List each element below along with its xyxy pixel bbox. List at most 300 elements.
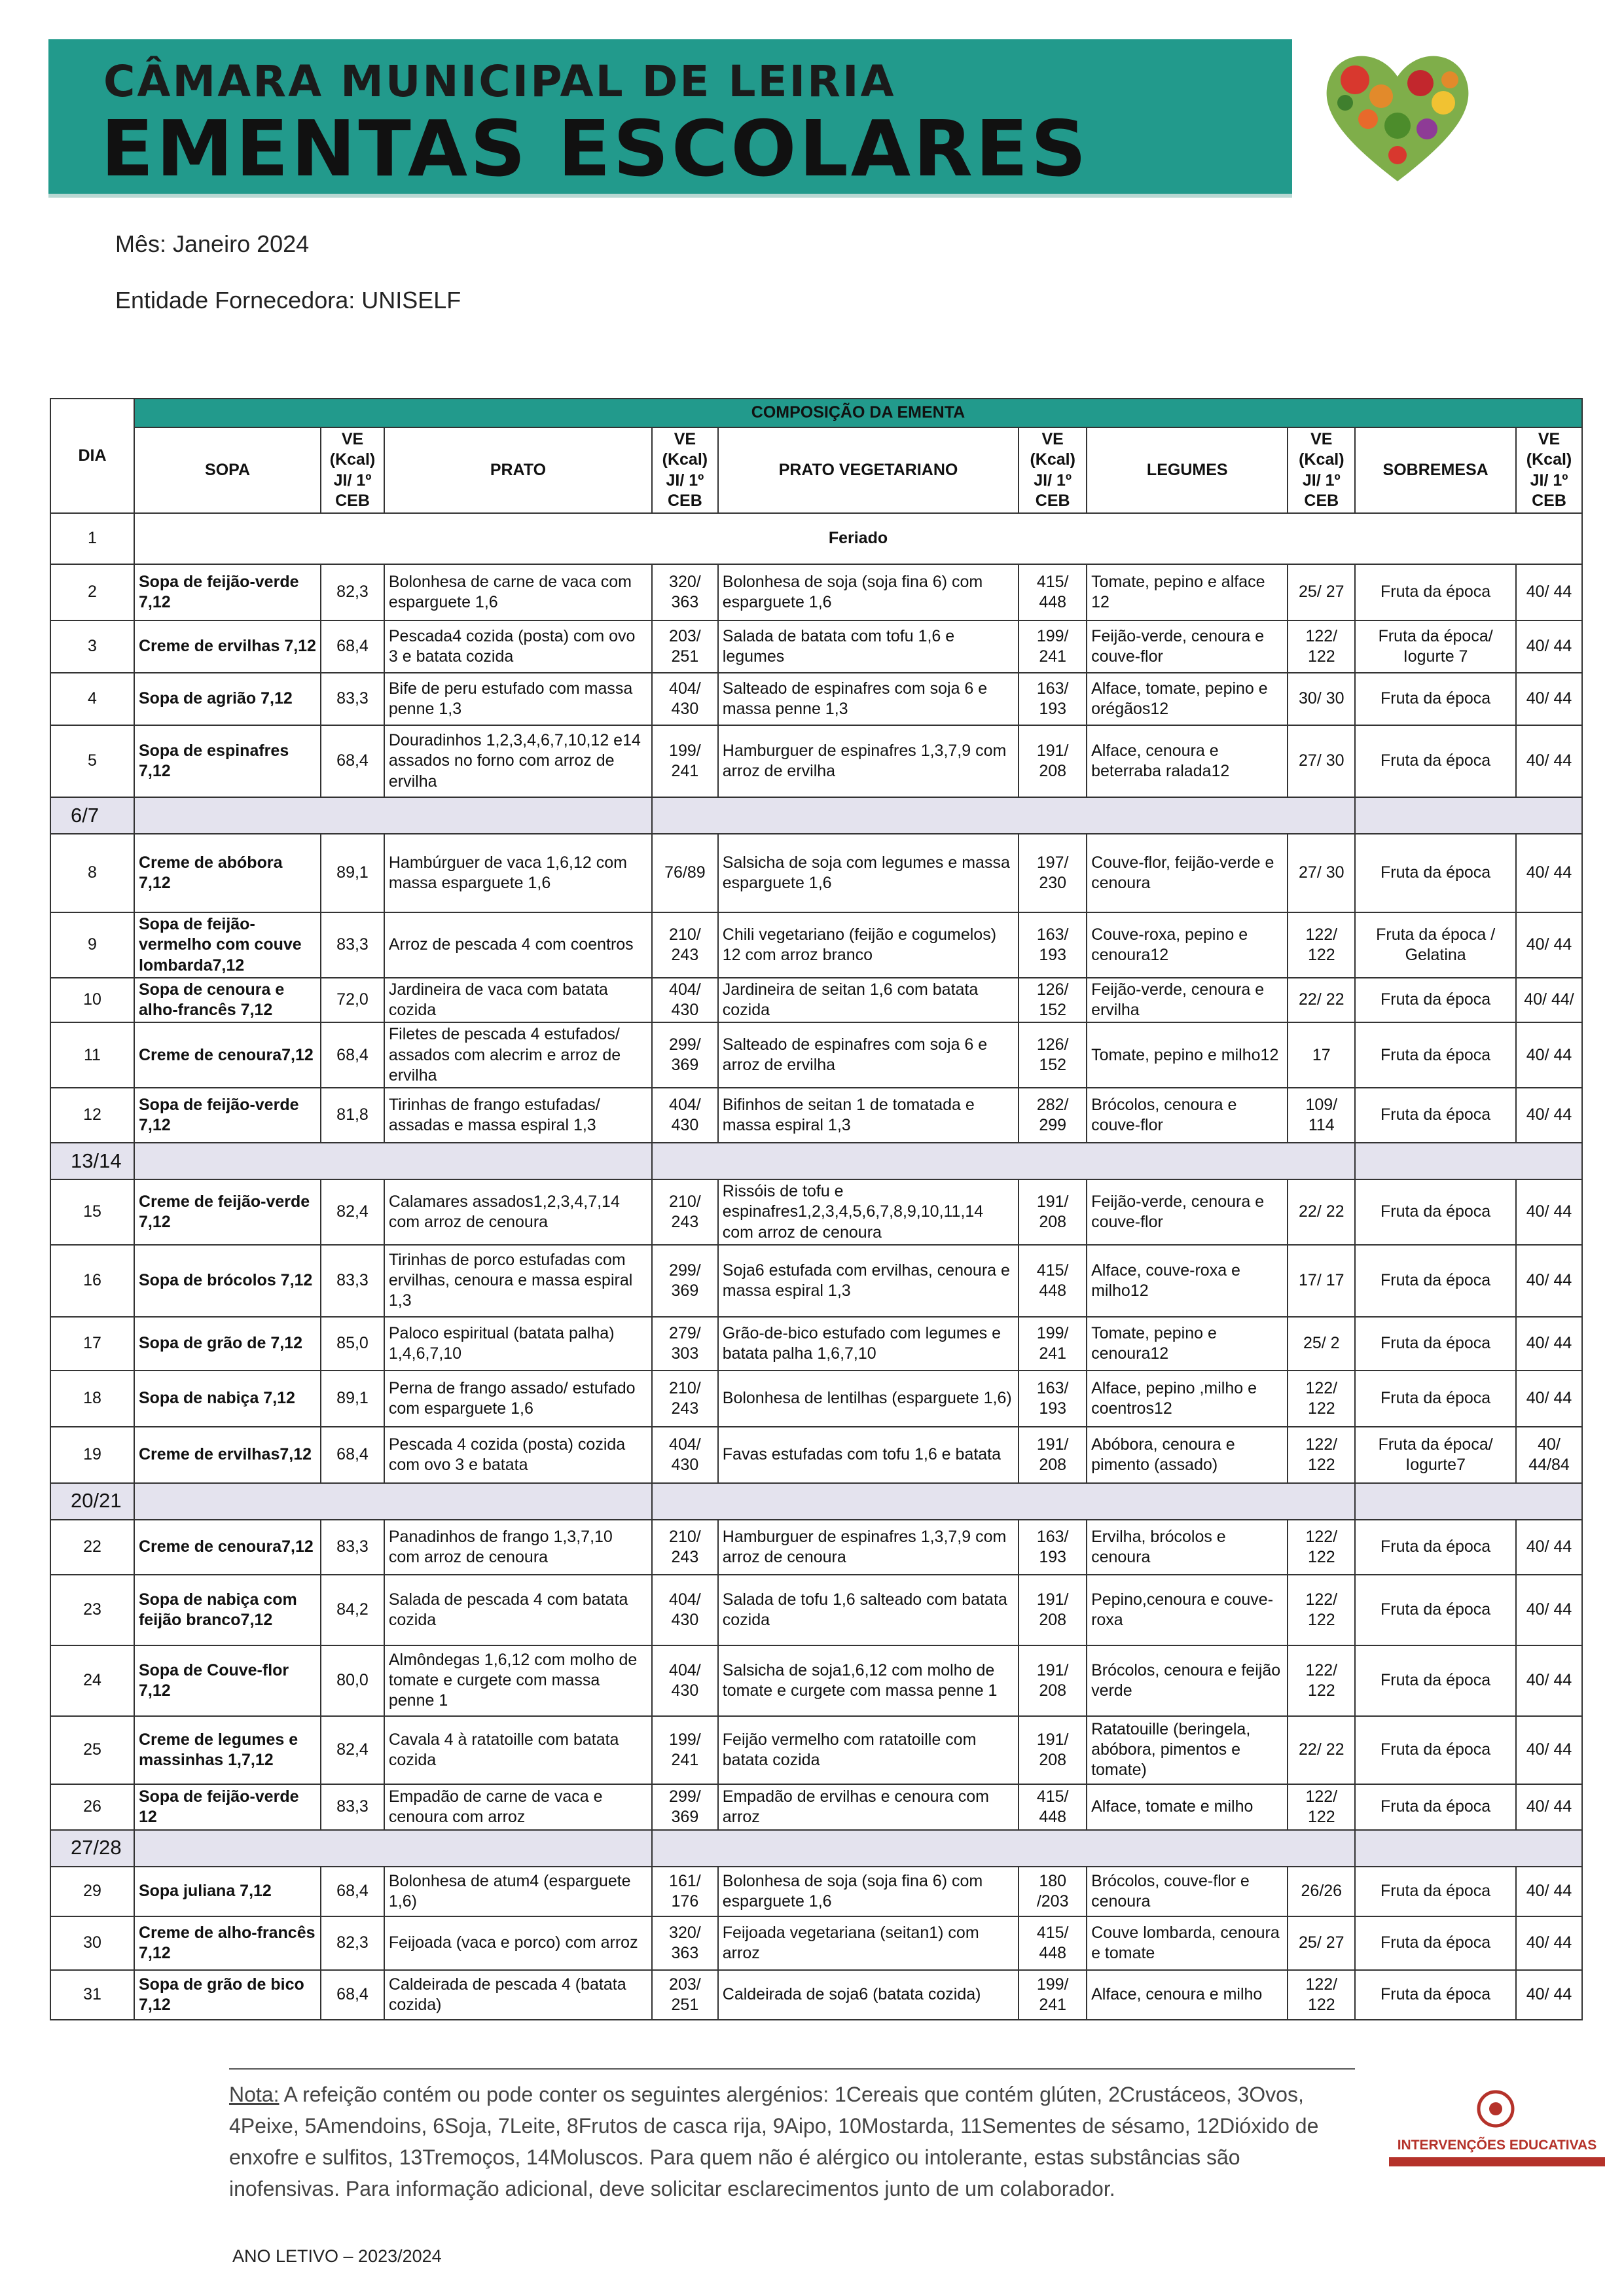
- vegetables-kcal-cell: 109/ 114: [1288, 1088, 1355, 1143]
- weekend-gap: [134, 797, 652, 834]
- soup-cell: Sopa de feijão-verde 12: [134, 1784, 321, 1830]
- soup-kcal-cell: 68,4: [321, 1970, 384, 2020]
- soup-kcal-cell: 68,4: [321, 620, 384, 673]
- ve-column-header: VE (Kcal) JI/ 1º CEB: [1516, 427, 1582, 513]
- vegetarian-dish-cell: Salteado de espinafres com soja 6 e massa penne 1,3: [718, 673, 1019, 725]
- ve-column-header: VE (Kcal) JI/ 1º CEB: [1288, 427, 1355, 513]
- weekend-gap: [1355, 1143, 1582, 1179]
- dish-cell: Perna de frango assado/ estufado com esparguete 1,6: [384, 1371, 652, 1427]
- weekend-row: [50, 1830, 1582, 1867]
- dish-cell: Almôndegas 1,6,12 com molho de tomate e curgete com massa penne 1: [384, 1645, 652, 1716]
- page-title: EMENTAS ESCOLARES: [101, 103, 1089, 194]
- vegetarian-kcal-cell: 191/ 208: [1019, 1716, 1087, 1784]
- dish-cell: Douradinhos 1,2,3,4,6,7,10,12 e14 assados no forno com arroz de ervilha: [384, 725, 652, 797]
- vegetables-kcal-cell: 17/ 17: [1288, 1245, 1355, 1317]
- soup-column-header: SOPA: [134, 427, 321, 513]
- soup-kcal-cell: 83,3: [321, 1245, 384, 1317]
- allergen-note: [229, 2068, 1355, 2204]
- dessert-cell: Fruta da época / Gelatina: [1355, 912, 1516, 978]
- weekend-row: [50, 1143, 1582, 1179]
- dessert-kcal-cell: 40/ 44/84: [1516, 1427, 1582, 1483]
- dessert-cell: Fruta da época: [1355, 1317, 1516, 1371]
- dessert-kcal-cell: 40/ 44: [1516, 564, 1582, 620]
- vegetables-kcal-cell: 27/ 30: [1288, 725, 1355, 797]
- day-cell: 23: [50, 1575, 134, 1645]
- dish-cell: Bolonhesa de carne de vaca com esparguete 1,6: [384, 564, 652, 620]
- dessert-kcal-cell: 40/ 44: [1516, 1088, 1582, 1143]
- dish-cell: Bolonhesa de atum4 (esparguete 1,6): [384, 1867, 652, 1916]
- soup-cell: Sopa de agrião 7,12: [134, 673, 321, 725]
- vegetarian-dish-cell: Salsicha de soja com legumes e massa esparguete 1,6: [718, 834, 1019, 912]
- logo-bar: [1389, 2157, 1605, 2166]
- dish-cell: Jardineira de vaca com batata cozida: [384, 978, 652, 1023]
- vegetables-kcal-cell: 27/ 30: [1288, 834, 1355, 912]
- dessert-cell: Fruta da época: [1355, 1784, 1516, 1830]
- soup-kcal-cell: 68,4: [321, 1427, 384, 1483]
- vegetarian-kcal-cell: 199/ 241: [1019, 1317, 1087, 1371]
- vegetarian-kcal-cell: 126/ 152: [1019, 978, 1087, 1023]
- dish-cell: Calamares assados1,2,3,4,7,14 com arroz de cenoura: [384, 1179, 652, 1245]
- day-cell: 3: [50, 620, 134, 673]
- menu-row: [50, 1916, 1582, 1970]
- day-cell: 8: [50, 834, 134, 912]
- vegetables-cell: Alface, tomate e milho: [1087, 1784, 1288, 1830]
- vegetables-kcal-cell: 122/ 122: [1288, 1371, 1355, 1427]
- dessert-cell: Fruta da época: [1355, 1179, 1516, 1245]
- dessert-kcal-cell: 40/ 44: [1516, 1520, 1582, 1575]
- soup-kcal-cell: 83,3: [321, 912, 384, 978]
- soup-cell: Creme de alho-francês 7,12: [134, 1916, 321, 1970]
- dish-cell: Hambúrguer de vaca 1,6,12 com massa esparguete 1,6: [384, 834, 652, 912]
- vegetarian-kcal-cell: 282/ 299: [1019, 1088, 1087, 1143]
- soup-cell: Creme de cenoura7,12: [134, 1022, 321, 1088]
- menu-row: [50, 1784, 1582, 1830]
- menu-row: [50, 1867, 1582, 1916]
- vegetarian-dish-cell: Salsicha de soja1,6,12 com molho de tomate e curgete com massa penne 1: [718, 1645, 1019, 1716]
- vegetarian-kcal-cell: 191/ 208: [1019, 1427, 1087, 1483]
- weekend-gap: [652, 1830, 1355, 1867]
- vegetarian-kcal-cell: 163/ 193: [1019, 1371, 1087, 1427]
- day-cell: 20/21: [50, 1483, 134, 1520]
- holiday-row: [50, 513, 1582, 564]
- weekend-gap: [1355, 797, 1582, 834]
- dish-kcal-cell: 161/ 176: [652, 1867, 718, 1916]
- menu-row: [50, 1575, 1582, 1645]
- vegetables-kcal-cell: 122/ 122: [1288, 912, 1355, 978]
- soup-kcal-cell: 89,1: [321, 1371, 384, 1427]
- day-cell: 17: [50, 1317, 134, 1371]
- menu-row: [50, 564, 1582, 620]
- vegetarian-kcal-cell: 163/ 193: [1019, 673, 1087, 725]
- dessert-cell: Fruta da época: [1355, 978, 1516, 1023]
- menu-row: [50, 1427, 1582, 1483]
- vegetarian-dish-cell: Bolonhesa de lentilhas (esparguete 1,6): [718, 1371, 1019, 1427]
- vegetables-kcal-cell: 25/ 27: [1288, 564, 1355, 620]
- vegetarian-dish-cell: Jardineira de seitan 1,6 com batata cozida: [718, 978, 1019, 1023]
- vegetarian-dish-cell: Rissóis de tofu e espinafres1,2,3,4,5,6,7,8,9,10,11,14 com arroz de cenoura: [718, 1179, 1019, 1245]
- menu-row: [50, 620, 1582, 673]
- vegetarian-kcal-cell: 415/ 448: [1019, 1916, 1087, 1970]
- dessert-kcal-cell: 40/ 44: [1516, 673, 1582, 725]
- vegetarian-dish-cell: Feijão vermelho com ratatoille com batata cozida: [718, 1716, 1019, 1784]
- day-cell: 9: [50, 912, 134, 978]
- soup-kcal-cell: 68,4: [321, 725, 384, 797]
- day-cell: 27/28: [50, 1830, 134, 1867]
- dish-kcal-cell: 279/ 303: [652, 1317, 718, 1371]
- dessert-kcal-cell: 40/ 44: [1516, 1645, 1582, 1716]
- vegetables-cell: Ratatouille (beringela, abóbora, pimentos e tomate): [1087, 1716, 1288, 1784]
- note-text: A refeição contém ou pode conter os seguintes alergénios: 1Cereais que contém glúten, 2Crustáceos, 3Ovos, 4Peixe, 5Amendoins, 6Soja, 7Leite, 8Frutos de casca rija, 9Aipo, 10Mostarda, 11Sementes de sésamo, 12Dióxido de enxofre e sulfitos, 13Tremoços, 14Moluscos. Para quem não é alérgico ou intolerante, estas substâncias são inofensivas. Para informação adicional, deve solicitar esclarecimentos junto de um colaborador.: [229, 2083, 1319, 2200]
- dish-kcal-cell: 320/ 363: [652, 1916, 718, 1970]
- logo-text: INTERVENÇÕES EDUCATIVAS: [1397, 2138, 1597, 2153]
- vegetables-cell: Alface, cenoura e milho: [1087, 1970, 1288, 2020]
- vegetables-cell: Abóbora, cenoura e pimento (assado): [1087, 1427, 1288, 1483]
- dessert-cell: Fruta da época: [1355, 834, 1516, 912]
- dessert-kcal-cell: 40/ 44: [1516, 725, 1582, 797]
- soup-kcal-cell: 84,2: [321, 1575, 384, 1645]
- dish-cell: Salada de pescada 4 com batata cozida: [384, 1575, 652, 1645]
- vegetables-kcal-cell: 22/ 22: [1288, 1716, 1355, 1784]
- dish-kcal-cell: 320/ 363: [652, 564, 718, 620]
- dessert-kcal-cell: 40/ 44: [1516, 1867, 1582, 1916]
- vegetables-kcal-cell: 25/ 2: [1288, 1317, 1355, 1371]
- dessert-cell: Fruta da época: [1355, 1371, 1516, 1427]
- menu-row: [50, 1179, 1582, 1245]
- dish-kcal-cell: 404/ 430: [652, 1575, 718, 1645]
- day-cell: 6/7: [50, 797, 134, 834]
- vegetables-cell: Tomate, pepino e cenoura12: [1087, 1317, 1288, 1371]
- day-cell: 12: [50, 1088, 134, 1143]
- dish-cell: Paloco espiritual (batata palha) 1,4,6,7,10: [384, 1317, 652, 1371]
- dish-cell: Empadão de carne de vaca e cenoura com arroz: [384, 1784, 652, 1830]
- day-cell: 25: [50, 1716, 134, 1784]
- day-cell: 1: [50, 513, 134, 564]
- soup-cell: Creme de ervilhas 7,12: [134, 620, 321, 673]
- dish-cell: Tirinhas de porco estufadas com ervilhas, cenoura e massa espiral 1,3: [384, 1245, 652, 1317]
- dish-kcal-cell: 76/89: [652, 834, 718, 912]
- dessert-kcal-cell: 40/ 44: [1516, 1575, 1582, 1645]
- dessert-cell: Fruta da época/ Iogurte7: [1355, 1427, 1516, 1483]
- menu-row: [50, 673, 1582, 725]
- vegetables-kcal-cell: 122/ 122: [1288, 1520, 1355, 1575]
- dessert-kcal-cell: 40/ 44: [1516, 1317, 1582, 1371]
- vegetarian-kcal-cell: 191/ 208: [1019, 1645, 1087, 1716]
- soup-cell: Creme de feijão-verde 7,12: [134, 1179, 321, 1245]
- vegetarian-kcal-cell: 199/ 241: [1019, 1970, 1087, 2020]
- soup-cell: Sopa de grão de bico 7,12: [134, 1970, 321, 2020]
- vegetables-cell: Brócolos, couve-flor e cenoura: [1087, 1867, 1288, 1916]
- municipality-title: CÂMARA MUNICIPAL DE LEIRIA: [103, 56, 896, 107]
- soup-cell: Sopa de nabiça com feijão branco7,12: [134, 1575, 321, 1645]
- menu-row: [50, 912, 1582, 978]
- ve-column-header: VE (Kcal) JI/ 1º CEB: [321, 427, 384, 513]
- vegetarian-dish-cell: Caldeirada de soja6 (batata cozida): [718, 1970, 1019, 2020]
- dish-kcal-cell: 299/ 369: [652, 1245, 718, 1317]
- vegetarian-dish-cell: Hamburguer de espinafres 1,3,7,9 com arroz de ervilha: [718, 725, 1019, 797]
- vegetables-cell: Couve-flor, feijão-verde e cenoura: [1087, 834, 1288, 912]
- dish-column-header: PRATO: [384, 427, 652, 513]
- vegetables-kcal-cell: 30/ 30: [1288, 673, 1355, 725]
- dish-cell: Panadinhos de frango 1,3,7,10 com arroz de cenoura: [384, 1520, 652, 1575]
- dessert-kcal-cell: 40/ 44/: [1516, 978, 1582, 1023]
- vegetables-kcal-cell: 122/ 122: [1288, 620, 1355, 673]
- weekend-gap: [134, 1830, 652, 1867]
- dish-kcal-cell: 203/ 251: [652, 620, 718, 673]
- day-cell: 4: [50, 673, 134, 725]
- vegetarian-dish-cell: Salada de tofu 1,6 salteado com batata cozida: [718, 1575, 1019, 1645]
- vegetarian-kcal-cell: 415/ 448: [1019, 1245, 1087, 1317]
- vegetarian-kcal-cell: 163/ 193: [1019, 912, 1087, 978]
- dessert-kcal-cell: 40/ 44: [1516, 1245, 1582, 1317]
- dessert-cell: Fruta da época: [1355, 1088, 1516, 1143]
- soup-kcal-cell: 68,4: [321, 1022, 384, 1088]
- dish-kcal-cell: 210/ 243: [652, 1520, 718, 1575]
- menu-table: [50, 398, 1583, 2020]
- vegetables-cell: Alface, cenoura e beterraba ralada12: [1087, 725, 1288, 797]
- vegetables-kcal-cell: 17: [1288, 1022, 1355, 1088]
- ve-column-header: VE (Kcal) JI/ 1º CEB: [652, 427, 718, 513]
- vegetable-heart-icon: [1316, 34, 1479, 198]
- school-year-footer: ANO LETIVO – 2023/2024: [232, 2246, 442, 2266]
- vegetarian-dish-cell: Favas estufadas com tofu 1,6 e batata: [718, 1427, 1019, 1483]
- menu-row: [50, 1088, 1582, 1143]
- soup-kcal-cell: 83,3: [321, 673, 384, 725]
- dish-kcal-cell: 404/ 430: [652, 673, 718, 725]
- menu-row: [50, 1520, 1582, 1575]
- dish-cell: Feijoada (vaca e porco) com arroz: [384, 1916, 652, 1970]
- dish-kcal-cell: 210/ 243: [652, 1371, 718, 1427]
- vegetables-cell: Tomate, pepino e milho12: [1087, 1022, 1288, 1088]
- dish-kcal-cell: 299/ 369: [652, 1784, 718, 1830]
- day-cell: 30: [50, 1916, 134, 1970]
- day-cell: 10: [50, 978, 134, 1023]
- weekend-gap: [1355, 1830, 1582, 1867]
- vegetarian-kcal-cell: 163/ 193: [1019, 1520, 1087, 1575]
- dish-cell: Tirinhas de frango estufadas/ assadas e massa espiral 1,3: [384, 1088, 652, 1143]
- soup-cell: Sopa de grão de 7,12: [134, 1317, 321, 1371]
- weekend-gap: [1355, 1483, 1582, 1520]
- dish-kcal-cell: 199/ 241: [652, 725, 718, 797]
- dessert-kcal-cell: 40/ 44: [1516, 620, 1582, 673]
- day-cell: 22: [50, 1520, 134, 1575]
- vegetarian-kcal-cell: 191/ 208: [1019, 1179, 1087, 1245]
- dessert-kcal-cell: 40/ 44: [1516, 1716, 1582, 1784]
- menu-row: [50, 1645, 1582, 1716]
- dish-kcal-cell: 199/ 241: [652, 1716, 718, 1784]
- vegetarian-dish-column-header: PRATO VEGETARIANO: [718, 427, 1019, 513]
- ve-column-header: VE (Kcal) JI/ 1º CEB: [1019, 427, 1087, 513]
- dessert-kcal-cell: 40/ 44: [1516, 1371, 1582, 1427]
- soup-cell: Sopa de feijão-vermelho com couve lombarda7,12: [134, 912, 321, 978]
- day-cell: 24: [50, 1645, 134, 1716]
- menu-row: [50, 1317, 1582, 1371]
- menu-row: [50, 1716, 1582, 1784]
- dish-cell: Caldeirada de pescada 4 (batata cozida): [384, 1970, 652, 2020]
- dish-kcal-cell: 404/ 430: [652, 1088, 718, 1143]
- dessert-cell: Fruta da época: [1355, 1245, 1516, 1317]
- vegetables-cell: Brócolos, cenoura e couve-flor: [1087, 1088, 1288, 1143]
- dish-cell: Arroz de pescada 4 com coentros: [384, 912, 652, 978]
- soup-cell: Sopa juliana 7,12: [134, 1867, 321, 1916]
- weekend-row: [50, 1483, 1582, 1520]
- dish-kcal-cell: 203/ 251: [652, 1970, 718, 2020]
- vegetables-kcal-cell: 122/ 122: [1288, 1645, 1355, 1716]
- dessert-cell: Fruta da época: [1355, 1970, 1516, 2020]
- menu-body: [50, 513, 1582, 2020]
- menu-row: [50, 834, 1582, 912]
- weekend-gap: [134, 1483, 652, 1520]
- day-cell: 31: [50, 1970, 134, 2020]
- vegetarian-dish-cell: Bolonhesa de soja (soja fina 6) com esparguete 1,6: [718, 564, 1019, 620]
- menu-row: [50, 1022, 1582, 1088]
- dessert-kcal-cell: 40/ 44: [1516, 1916, 1582, 1970]
- weekend-gap: [652, 1483, 1355, 1520]
- vegetarian-kcal-cell: 191/ 208: [1019, 1575, 1087, 1645]
- vegetables-kcal-cell: 22/ 22: [1288, 1179, 1355, 1245]
- vegetables-cell: Brócolos, cenoura e feijão verde: [1087, 1645, 1288, 1716]
- dessert-cell: Fruta da época: [1355, 1575, 1516, 1645]
- vegetables-column-header: LEGUMES: [1087, 427, 1288, 513]
- dessert-cell: Fruta da época/ Iogurte 7: [1355, 620, 1516, 673]
- soup-cell: Sopa de Couve-flor 7,12: [134, 1645, 321, 1716]
- dessert-cell: Fruta da época: [1355, 1022, 1516, 1088]
- dessert-kcal-cell: 40/ 44: [1516, 1784, 1582, 1830]
- dessert-kcal-cell: 40/ 44: [1516, 1179, 1582, 1245]
- dessert-cell: Fruta da época: [1355, 1716, 1516, 1784]
- vegetables-kcal-cell: 26/26: [1288, 1867, 1355, 1916]
- vegetarian-dish-cell: Hamburguer de espinafres 1,3,7,9 com arroz de cenoura: [718, 1520, 1019, 1575]
- vegetables-cell: Tomate, pepino e alface 12: [1087, 564, 1288, 620]
- vegetarian-dish-cell: Empadão de ervilhas e cenoura com arroz: [718, 1784, 1019, 1830]
- soup-cell: Creme de ervilhas7,12: [134, 1427, 321, 1483]
- vegetables-cell: Feijão-verde, cenoura e couve-flor: [1087, 620, 1288, 673]
- vegetarian-dish-cell: Salteado de espinafres com soja 6 e arroz de ervilha: [718, 1022, 1019, 1088]
- dessert-cell: Fruta da época: [1355, 1520, 1516, 1575]
- composition-header: COMPOSIÇÃO DA EMENTA: [134, 399, 1582, 427]
- soup-kcal-cell: 89,1: [321, 834, 384, 912]
- vegetables-cell: Couve-roxa, pepino e cenoura12: [1087, 912, 1288, 978]
- soup-cell: Creme de cenoura7,12: [134, 1520, 321, 1575]
- dish-cell: Pescada 4 cozida (posta) cozida com ovo 3 e batata: [384, 1427, 652, 1483]
- vegetables-kcal-cell: 122/ 122: [1288, 1970, 1355, 2020]
- vegetables-kcal-cell: 122/ 122: [1288, 1784, 1355, 1830]
- day-cell: 15: [50, 1179, 134, 1245]
- weekend-gap: [134, 1143, 652, 1179]
- dish-kcal-cell: 210/ 243: [652, 1179, 718, 1245]
- vegetables-cell: Feijão-verde, cenoura e couve-flor: [1087, 1179, 1288, 1245]
- vegetarian-kcal-cell: 415/ 448: [1019, 564, 1087, 620]
- soup-kcal-cell: 81,8: [321, 1088, 384, 1143]
- vegetarian-kcal-cell: 199/ 241: [1019, 620, 1087, 673]
- day-cell: 11: [50, 1022, 134, 1088]
- dessert-kcal-cell: 40/ 44: [1516, 1970, 1582, 2020]
- menu-row: [50, 725, 1582, 797]
- dessert-cell: Fruta da época: [1355, 673, 1516, 725]
- vegetarian-dish-cell: Feijoada vegetariana (seitan1) com arroz: [718, 1916, 1019, 1970]
- soup-cell: Sopa de feijão-verde 7,12: [134, 1088, 321, 1143]
- vegetarian-dish-cell: Bifinhos de seitan 1 de tomatada e massa espiral 1,3: [718, 1088, 1019, 1143]
- dessert-cell: Fruta da época: [1355, 564, 1516, 620]
- vegetarian-kcal-cell: 197/ 230: [1019, 834, 1087, 912]
- dessert-cell: Fruta da época: [1355, 1645, 1516, 1716]
- dessert-cell: Fruta da época: [1355, 1916, 1516, 1970]
- dish-cell: Cavala 4 à ratatoille com batata cozida: [384, 1716, 652, 1784]
- dish-kcal-cell: 404/ 430: [652, 1427, 718, 1483]
- vegetables-cell: Pepino,cenoura e couve-roxa: [1087, 1575, 1288, 1645]
- soup-cell: Sopa de feijão-verde 7,12: [134, 564, 321, 620]
- vegetarian-dish-cell: Salada de batata com tofu 1,6 e legumes: [718, 620, 1019, 673]
- vegetarian-dish-cell: Chili vegetariano (feijão e cogumelos) 12 com arroz branco: [718, 912, 1019, 978]
- soup-kcal-cell: 82,3: [321, 564, 384, 620]
- weekend-row: [50, 797, 1582, 834]
- soup-cell: Sopa de cenoura e alho-francês 7,12: [134, 978, 321, 1023]
- soup-kcal-cell: 82,4: [321, 1179, 384, 1245]
- vegetarian-kcal-cell: 126/ 152: [1019, 1022, 1087, 1088]
- note-title: Nota:: [229, 2083, 280, 2106]
- soup-cell: Sopa de espinafres 7,12: [134, 725, 321, 797]
- menu-row: [50, 1245, 1582, 1317]
- vegetables-cell: Ervilha, brócolos e cenoura: [1087, 1520, 1288, 1575]
- soup-cell: Creme de legumes e massinhas 1,7,12: [134, 1716, 321, 1784]
- vegetables-kcal-cell: 22/ 22: [1288, 978, 1355, 1023]
- weekend-gap: [652, 1143, 1355, 1179]
- soup-cell: Sopa de brócolos 7,12: [134, 1245, 321, 1317]
- vegetarian-kcal-cell: 180 /203: [1019, 1867, 1087, 1916]
- day-cell: 2: [50, 564, 134, 620]
- holiday-label: Feriado: [134, 513, 1582, 564]
- dish-cell: Bife de peru estufado com massa penne 1,3: [384, 673, 652, 725]
- soup-kcal-cell: 82,4: [321, 1716, 384, 1784]
- day-cell: 5: [50, 725, 134, 797]
- day-column-header: DIA: [50, 399, 134, 513]
- menu-row: [50, 1371, 1582, 1427]
- dessert-kcal-cell: 40/ 44: [1516, 912, 1582, 978]
- vegetarian-kcal-cell: 415/ 448: [1019, 1784, 1087, 1830]
- soup-kcal-cell: 85,0: [321, 1317, 384, 1371]
- soup-cell: Creme de abóbora 7,12: [134, 834, 321, 912]
- soup-kcal-cell: 83,3: [321, 1520, 384, 1575]
- vegetarian-dish-cell: Bolonhesa de soja (soja fina 6) com esparguete 1,6: [718, 1867, 1019, 1916]
- dessert-kcal-cell: 40/ 44: [1516, 834, 1582, 912]
- vegetables-cell: Alface, couve-roxa e milho12: [1087, 1245, 1288, 1317]
- menu-row: [50, 1970, 1582, 2020]
- soup-kcal-cell: 72,0: [321, 978, 384, 1023]
- soup-kcal-cell: 68,4: [321, 1867, 384, 1916]
- dish-cell: Pescada4 cozida (posta) com ovo 3 e batata cozida: [384, 620, 652, 673]
- day-cell: 19: [50, 1427, 134, 1483]
- header-banner: [48, 39, 1292, 198]
- day-cell: 16: [50, 1245, 134, 1317]
- vegetables-cell: Feijão-verde, cenoura e ervilha: [1087, 978, 1288, 1023]
- dessert-column-header: SOBREMESA: [1355, 427, 1516, 513]
- soup-cell: Sopa de nabiça 7,12: [134, 1371, 321, 1427]
- weekend-gap: [652, 797, 1355, 834]
- day-cell: 26: [50, 1784, 134, 1830]
- month-label: Mês: Janeiro 2024: [115, 230, 310, 257]
- dish-kcal-cell: 210/ 243: [652, 912, 718, 978]
- dish-cell: Filetes de pescada 4 estufados/ assados com alecrim e arroz de ervilha: [384, 1022, 652, 1088]
- vegetables-cell: Alface, pepino ,milho e coentros12: [1087, 1371, 1288, 1427]
- day-cell: 29: [50, 1867, 134, 1916]
- day-cell: 18: [50, 1371, 134, 1427]
- dish-kcal-cell: 404/ 430: [652, 1645, 718, 1716]
- dish-kcal-cell: 299/ 369: [652, 1022, 718, 1088]
- supplier-label: Entidade Fornecedora: UNISELF: [115, 287, 461, 314]
- menu-row: [50, 978, 1582, 1023]
- dessert-cell: Fruta da época: [1355, 725, 1516, 797]
- vegetarian-dish-cell: Soja6 estufada com ervilhas, cenoura e massa espiral 1,3: [718, 1245, 1019, 1317]
- dish-kcal-cell: 404/ 430: [652, 978, 718, 1023]
